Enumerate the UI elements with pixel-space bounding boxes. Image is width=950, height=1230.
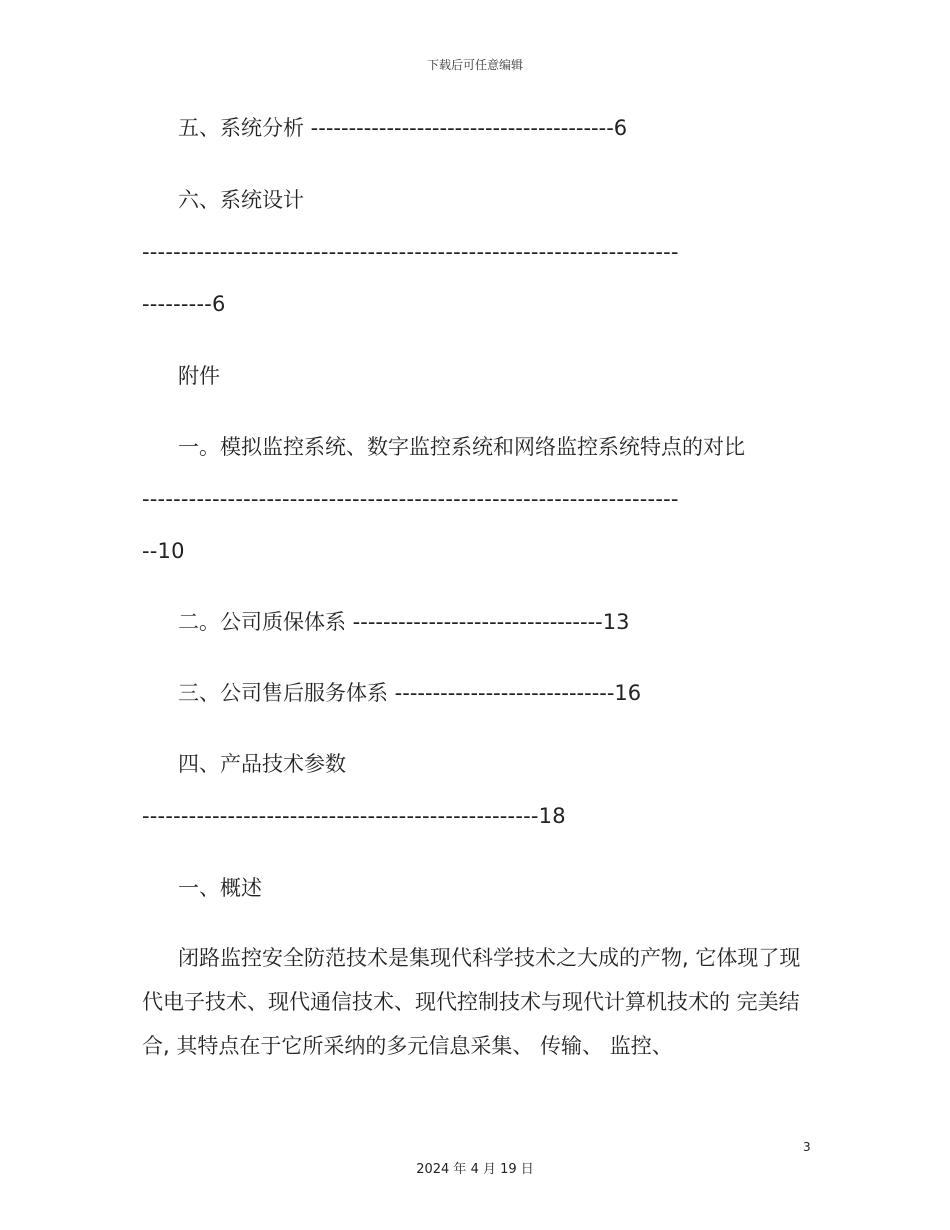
toc-entry-system-design: 六、系统设计 xyxy=(178,188,304,212)
toc-leader-line: ---------------------------------------------------18 xyxy=(142,804,566,828)
page-number: 3 xyxy=(803,1140,811,1154)
toc-leader-line: ---------6 xyxy=(142,292,226,316)
body-paragraph xyxy=(142,936,808,1068)
page-header: 下载后可任意编辑 xyxy=(426,58,523,72)
toc-leader-line: --10 xyxy=(142,539,185,563)
toc-entry-system-analysis: 五、系统分析 ----------------------------------------6 xyxy=(178,116,628,140)
toc-entry-after-sales: 三、公司售后服务体系 -----------------------------16 xyxy=(178,681,642,705)
toc-leader-line: --------------------------------------------------------------------- xyxy=(142,487,679,511)
toc-entry-quality-system: 二。公司质保体系 ---------------------------------13 xyxy=(178,610,630,634)
body-paragraph-text: 闭路监控安全防范技术是集现代科学技术之大成的产物, 它体现了现代电子技术、现代通信技术、现代控制技术与现代计算机技术的 完美结合, 其特点在于它所采纳的多元信息采集、 传输、 监控、 xyxy=(142,946,801,1058)
toc-entry-tech-params: 四、产品技术参数 xyxy=(178,752,346,776)
toc-entry-comparison: 一。模拟监控系统、数字监控系统和网络监控系统特点的对比 xyxy=(178,435,745,459)
page-footer-date: 2024 年 4 月 19 日 xyxy=(416,1162,534,1177)
toc-leader-line: --------------------------------------------------------------------- xyxy=(142,240,679,264)
section-heading: 一、概述 xyxy=(178,876,262,900)
toc-entry-appendix: 附件 xyxy=(178,364,220,388)
